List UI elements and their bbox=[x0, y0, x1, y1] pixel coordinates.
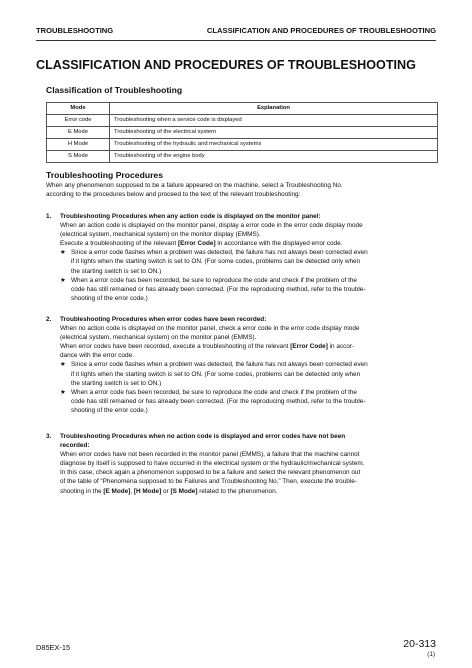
explanation-cell: Troubleshooting of the electrical system bbox=[110, 127, 438, 139]
header-chapter-title: CLASSIFICATION AND PROCEDURES OF TROUBLESHOOTING bbox=[206, 26, 436, 35]
body-text: in accordance with the displayed error code. bbox=[217, 240, 343, 248]
section-heading: Troubleshooting Procedures when any action code is displayed on the monitor panel: bbox=[60, 213, 321, 220]
procedures-heading: Troubleshooting Procedures bbox=[46, 170, 163, 180]
body-text: or bbox=[163, 487, 169, 495]
note-item bbox=[60, 248, 438, 275]
note-line: code has still remained or has already been corrected. (For the reproducing method, refer to the trouble- bbox=[71, 285, 366, 293]
page-title: CLASSIFICATION AND PROCEDURES OF TROUBLESHOOTING bbox=[36, 58, 416, 72]
star-icon: ★ bbox=[60, 361, 66, 369]
note-line: if it lights when the starting switch is set to ON. (For some codes, problems can be detected only when bbox=[71, 258, 361, 266]
body-line: When error codes have not been recorded in the monitor panel (EMMS), a failure that the machine cannot bbox=[60, 451, 360, 459]
body-line: diagnose by itself is supposed to have occurred in the electrical system or the hydraulic/mechanical system. bbox=[60, 460, 365, 468]
section-3 bbox=[46, 432, 438, 496]
h-mode-term: [H Mode] bbox=[133, 487, 162, 495]
body-line: In this case, check again a phenomenon supposed to be a failure and select the relevant phenomenon out bbox=[60, 469, 361, 477]
classification-heading: Classification of Troubleshooting bbox=[46, 85, 183, 95]
section-heading bbox=[60, 432, 438, 450]
note-line: the starting switch is set to ON.) bbox=[71, 267, 162, 275]
note-line: Since a error code flashes when a problem was detected, the failure has not always been corrected even bbox=[71, 361, 368, 369]
body-text: When error codes have been recorded, execute a troubleshooting of the relevant bbox=[60, 343, 289, 351]
footer-model: D85EX-15 bbox=[36, 643, 71, 652]
note-line: Since a error code flashes when a problem was detected, the failure has not always been corrected even bbox=[71, 249, 368, 257]
note-item bbox=[60, 276, 438, 303]
error-code-term: [Error Code] bbox=[177, 240, 216, 248]
mode-cell: Error code bbox=[47, 115, 110, 127]
body-text: in accor- bbox=[329, 343, 355, 351]
intro-line: When any phenomenon supposed to be a failure appeared on the machine, select a Troubleshooting No. bbox=[46, 182, 343, 189]
explanation-cell: Troubleshooting of the hydraulic and mechanical systems bbox=[110, 139, 438, 151]
explanation-cell: Troubleshooting of the engine body bbox=[110, 151, 438, 163]
table-row bbox=[47, 127, 438, 139]
section-2 bbox=[46, 315, 438, 415]
star-icon: ★ bbox=[60, 276, 66, 284]
header-section-label: TROUBLESHOOTING bbox=[36, 26, 114, 35]
body-line bbox=[60, 342, 438, 351]
body-text: shooting in the bbox=[60, 487, 102, 495]
heading-line: recorded: bbox=[60, 442, 90, 450]
section-heading: Troubleshooting Procedures when error codes have been recorded: bbox=[60, 316, 267, 323]
e-mode-term: [E Mode] bbox=[103, 487, 131, 495]
mode-cell: S Mode bbox=[47, 151, 110, 163]
section-body bbox=[60, 324, 438, 360]
section-body bbox=[60, 221, 438, 248]
procedures-intro bbox=[46, 181, 438, 199]
table-row bbox=[47, 151, 438, 163]
note-line: the starting switch is set to ON.) bbox=[71, 379, 162, 387]
body-line: (electrical system, mechanical system) on the monitor panel (EMMS). bbox=[60, 334, 257, 342]
heading-line: Troubleshooting Procedures when no action code is displayed and error codes have not been bbox=[60, 433, 346, 440]
note-line: shooting of the error code.) bbox=[71, 406, 148, 414]
body-line: of the table of “Phenomena supposed to be Failures and Troubleshooting No.” Then, execute the trouble- bbox=[60, 478, 357, 486]
note-line: When a error code has been recorded, be sure to reproduce the code and check if the problem of the bbox=[71, 388, 357, 396]
note-line: if it lights when the starting switch is set to ON. (For some codes, problems can be detected only when bbox=[71, 370, 361, 378]
note-line: code has still remained or has already been corrected. (For the reproducing method, refer to the trouble- bbox=[71, 397, 366, 405]
section-number: 2. bbox=[46, 316, 52, 323]
star-icon: ★ bbox=[60, 388, 66, 396]
s-mode-term: [S Mode] bbox=[170, 487, 198, 495]
body-line: dance with the error code. bbox=[60, 352, 134, 360]
note-line: shooting of the error code.) bbox=[71, 294, 148, 302]
table-row bbox=[47, 115, 438, 127]
body-line: When no action code is displayed on the monitor panel, check a error code in the error code display mode bbox=[60, 325, 360, 333]
column-header-mode: Mode bbox=[47, 103, 110, 115]
body-line: shooting in the [E Mode], [H Mode] or [S Mode] related to the phenomenon. bbox=[60, 487, 278, 495]
note-line: When a error code has been recorded, be sure to reproduce the code and check if the problem of the bbox=[71, 276, 357, 284]
error-code-term: [Error Code] bbox=[290, 343, 328, 351]
mode-cell: E Mode bbox=[47, 127, 110, 139]
body-text: related to the phenomenon. bbox=[199, 487, 278, 495]
explanation-cell: Troubleshooting when a service code is displayed bbox=[110, 115, 438, 127]
page-header bbox=[36, 24, 436, 41]
mode-cell: H Mode bbox=[47, 139, 110, 151]
note-item bbox=[60, 360, 438, 387]
section-body bbox=[60, 450, 438, 495]
table-header-row bbox=[47, 103, 438, 115]
mode-table bbox=[46, 102, 438, 163]
star-icon: ★ bbox=[60, 249, 66, 257]
footer-page-number: 20-313 bbox=[403, 638, 436, 650]
column-header-explanation: Explanation bbox=[110, 103, 438, 115]
section-1 bbox=[46, 212, 438, 303]
body-line bbox=[60, 239, 438, 248]
section-number: 1. bbox=[46, 213, 52, 220]
body-line: (electrical system, mechanical system) on the monitor display (EMMS). bbox=[60, 231, 261, 239]
intro-line: according to the procedures below and proceed to the text of the relevant troubleshooting: bbox=[46, 191, 301, 199]
note-item bbox=[60, 388, 438, 415]
body-text: Execute a troubleshooting of the relevant bbox=[60, 240, 177, 248]
body-line: When an action code is displayed on the monitor panel, display a error code in the error code display mode bbox=[60, 222, 363, 230]
section-number: 3. bbox=[46, 433, 52, 440]
table-row bbox=[47, 139, 438, 151]
footer-revision: (1) bbox=[427, 651, 435, 658]
